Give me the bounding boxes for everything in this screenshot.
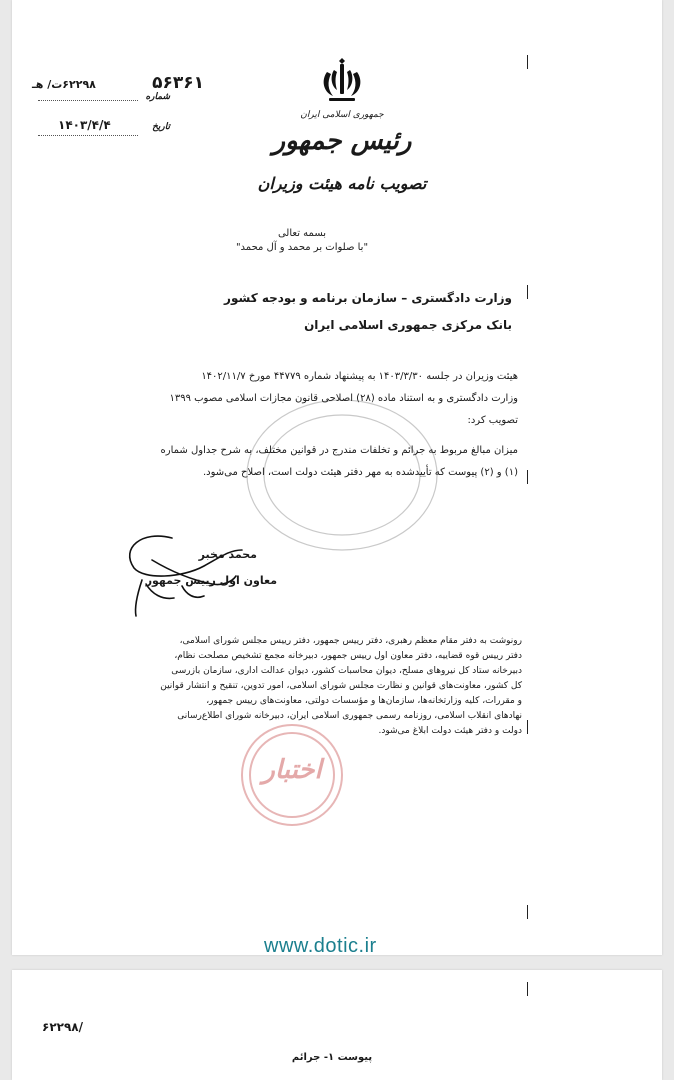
cc-block <box>90 634 522 739</box>
document-page-1 <box>12 0 662 955</box>
red-stamp-text: اختبار <box>262 755 322 785</box>
document-type: تصویب نامه هیئت وزیران <box>257 174 427 193</box>
page2-ref-number: ۶۲۲۹۸/ <box>42 1020 84 1034</box>
body-line: هیئت وزیران در جلسه ۱۴۰۳/۳/۳۰ به پیشنهاد شماره ۴۴۷۷۹ مورخ ۱۴۰۲/۱۱/۷ <box>201 371 518 382</box>
body-line: وزارت دادگستری و به استناد ماده (۲۸) اصلاحی قانون مجازات اسلامی مصوب ۱۳۹۹ <box>169 393 518 404</box>
body-line: (۱) و (۲) پیوست که تأییدشده به مهر دفتر هیئت دولت است، اصلاح می‌شود. <box>203 467 518 478</box>
cc-line: دولت و دفتر هیئت دولت ابلاغ می‌شود. <box>378 726 522 736</box>
cc-line: دفتر رییس قوه قضاییه، دفتر معاون اول رییس جمهور، دبیرخانه مجمع تشخیص مصلحت نظام، <box>174 651 522 661</box>
margin-mark <box>527 285 528 299</box>
cc-line: نهادهای انقلاب اسلامی، روزنامه رسمی جمهوری اسلامی ایران، دبیرخانه شورای اطلاع‌رسانی <box>177 711 522 721</box>
country-name: جمهوری اسلامی ایران <box>300 110 384 120</box>
margin-mark <box>527 55 528 69</box>
body-paragraph-1 <box>112 368 518 429</box>
date-underline <box>38 135 138 136</box>
signatory-title: معاون اول رییس جمهور <box>145 574 277 587</box>
number-underline <box>38 100 138 101</box>
margin-mark <box>527 982 528 996</box>
recipient-line-2: بانک مرکزی جمهوری اسلامی ایران <box>304 318 512 332</box>
date-value: ۱۴۰۳/۴/۴ <box>58 118 111 132</box>
office-title: رئیس جمهور <box>272 126 412 156</box>
serial-number: ۵۶۳۶۱ <box>152 73 204 93</box>
attachment-title: پیوست ۱- جرائم <box>291 1052 373 1063</box>
signatory-name: محمد مخبر <box>198 548 257 561</box>
date-label: تاریخ <box>152 122 170 132</box>
source-url[interactable]: www.dotic.ir <box>264 935 377 957</box>
cc-line: و مقررات، کلیه وزارتخانه‌ها، سازمان‌ها و مؤسسات دولتی، معاونت‌های رییس جمهور، <box>206 696 522 706</box>
salawat: "با صلوات بر محمد و آل محمد" <box>235 242 369 253</box>
body-line: تصویب کرد: <box>467 415 518 426</box>
bismillah: بسمه تعالی <box>277 228 327 239</box>
recipient-line-1: وزارت دادگستری – سازمان برنامه و بودجه کشور <box>224 291 512 305</box>
margin-mark <box>527 470 528 484</box>
margin-mark <box>527 905 528 919</box>
cc-line: دبیرخانه ستاد کل نیروهای مسلح، دیوان محاسبات کشور، دیوان عدالت اداری، سازمان بازرسی <box>171 666 522 676</box>
cc-line: رونوشت به دفتر مقام معظم رهبری، دفتر رییس جمهور، دفتر رییس مجلس شورای اسلامی، <box>179 636 522 646</box>
cc-line: کل کشور، معاونت‌های قوانین و نظارت مجلس شورای اسلامی، امور تدوین، تنقیح و انتشار قوانین <box>160 681 522 691</box>
number-label: شماره <box>145 92 170 102</box>
letter-number-row <box>24 73 204 95</box>
margin-mark <box>527 720 528 734</box>
iran-emblem-icon <box>317 58 367 108</box>
document-page-2 <box>12 970 662 1080</box>
body-paragraph-2 <box>112 442 518 481</box>
ref-number: ۶۲۲۹۸ت/ هـ <box>32 78 96 91</box>
body-line: میزان مبالغ مربوط به جرائم و تخلفات مندرج در قوانین مختلف، به شرح جداول شماره <box>160 445 518 456</box>
handwritten-signature <box>112 520 252 620</box>
